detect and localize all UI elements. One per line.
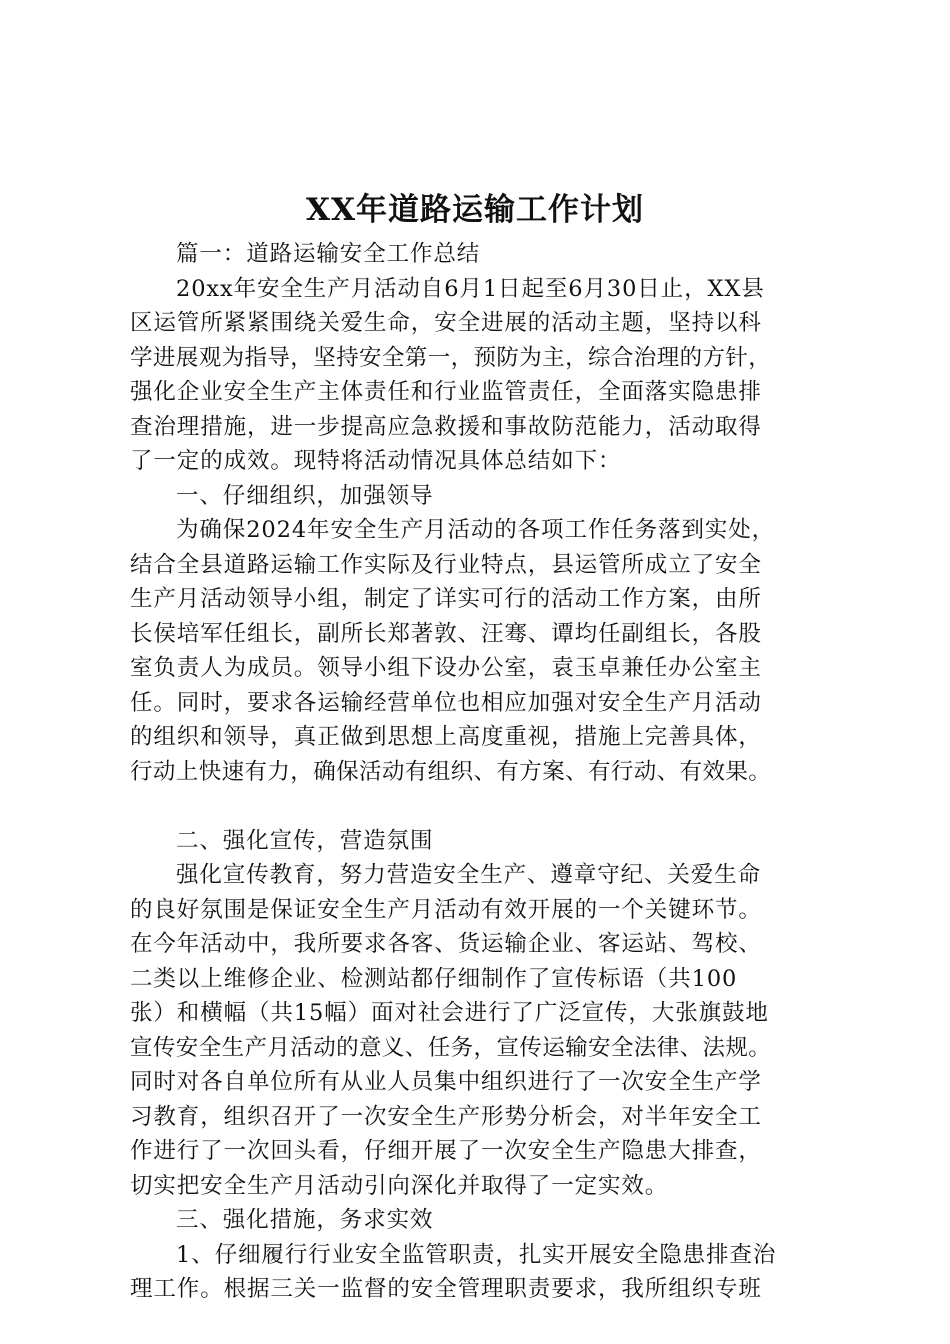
document-title: XX年道路运输工作计划 (305, 192, 645, 228)
paragraph-line: 强化企业安全生产主体责任和行业监管责任，全面落实隐患排 (130, 379, 762, 405)
paragraph-line: 了一定的成效。现特将活动情况具体总结如下： (130, 448, 622, 474)
section-heading: 篇一：道路运输安全工作总结 (176, 241, 481, 267)
paragraph-line: 切实把安全生产月活动引向深化并取得了一定实效。 (130, 1172, 669, 1199)
paragraph-line: 区运管所紧紧围绕关爱生命，安全进展的活动主题，坚持以科 (130, 310, 762, 336)
paragraph-line: 生产月活动领导小组，制定了详实可行的活动工作方案，由所 (130, 586, 762, 612)
paragraph-line: 学进展观为指导，坚持安全第一，预防为主，综合治理的方针， (130, 344, 772, 371)
paragraph-line: 1、仔细履行行业安全监管职责，扎实开展安全隐患排查治 (176, 1241, 777, 1268)
paragraph-line: 同时对各自单位所有从业人员集中组织进行了一次安全生产学 (130, 1069, 762, 1095)
section-heading: 三、强化措施，务求实效 (176, 1207, 434, 1233)
document-body (130, 237, 830, 1307)
paragraph-line: 行动上快速有力，确保活动有组织、有方案、有行动、有效果。 (130, 758, 772, 785)
paragraph-line: 室负责人为成员。领导小组下设办公室，袁玉卓兼任办公室主 (130, 655, 762, 681)
paragraph-line: 查治理措施，进一步提高应急救援和事故防范能力，活动取得 (130, 413, 762, 440)
paragraph-line: 习教育，组织召开了一次安全生产形势分析会，对半年安全工 (130, 1103, 762, 1130)
paragraph-line: 结合全县道路运输工作实际及行业特点，县运管所成立了安全 (130, 551, 762, 578)
paragraph-line: 宣传安全生产月活动的意义、任务，宣传运输安全法律、法规。 (130, 1034, 772, 1061)
blank-line (130, 789, 830, 824)
paragraph-line: 为确保2024年安全生产月活动的各项工作任务落到实处， (176, 517, 776, 543)
paragraph-line: 任。同时，要求各运输经营单位也相应加强对安全生产月活动 (130, 689, 762, 716)
section-heading: 一、仔细组织，加强领导 (176, 482, 434, 509)
paragraph-line: 强化宣传教育，努力营造安全生产、遵章守纪、关爱生命 (176, 862, 762, 888)
paragraph-line: 20xx年安全生产月活动自6月1日起至6月30日止，XX县 (176, 275, 765, 302)
section-heading: 二、强化宣传，营造氛围 (176, 827, 434, 854)
paragraph-line: 张）和横幅（共15幅）面对社会进行了广泛宣传，大张旗鼓地 (130, 1000, 769, 1026)
paragraph-line: 的组织和领导，真正做到思想上高度重视，措施上完善具体， (130, 724, 762, 750)
paragraph-line: 理工作。根据三关一监督的安全管理职责要求，我所组织专班 (130, 1276, 762, 1302)
paragraph-line: 二类以上维修企业、检测站都仔细制作了宣传标语（共100 (130, 965, 738, 992)
paragraph-line: 在今年活动中，我所要求各客、货运输企业、客运站、驾校、 (130, 931, 762, 957)
paragraph-line: 的良好氛围是保证安全生产月活动有效开展的一个关键环节。 (130, 896, 762, 923)
paragraph-line: 作进行了一次回头看，仔细开展了一次安全生产隐患大排查， (130, 1138, 762, 1164)
paragraph-line: 长侯培军任组长，副所长郑著敦、汪骞、谭均任副组长，各股 (130, 620, 762, 647)
